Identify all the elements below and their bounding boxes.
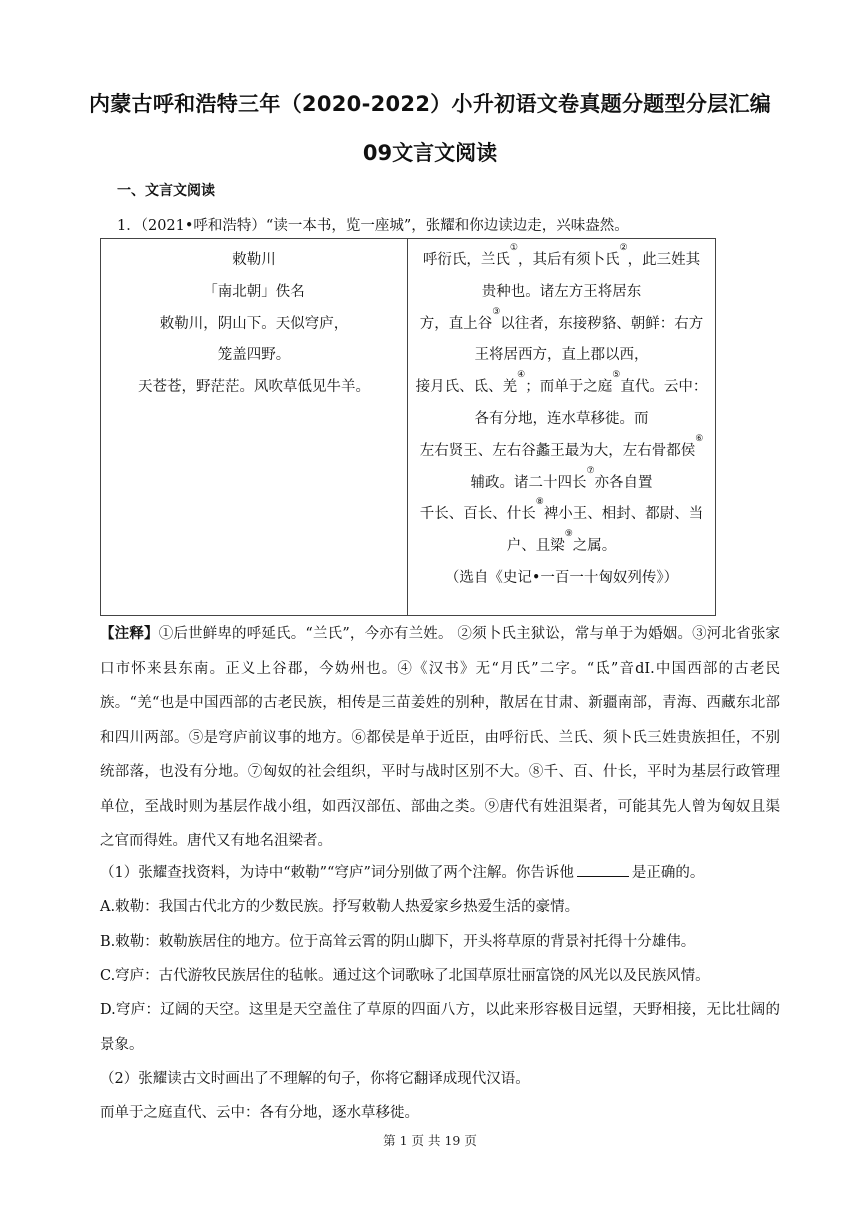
document-title: 内蒙古呼和浩特三年（2020-2022）小升初语文卷真题分题型分层汇编 [88,92,772,116]
note-marker: ⑤ [612,370,621,381]
classical-text-lines [408,245,715,595]
classical-text-line [408,277,715,309]
text-segment: 亦各自置 [594,474,653,491]
note-marker: ① [509,243,518,253]
note-marker: ④ [517,370,526,381]
reading-table [100,238,716,616]
text-segment: 以往者，东接秽貉、朝鲜：右方 [500,315,704,332]
classical-text-line [408,404,715,436]
poem-cell [101,239,408,616]
text-segment: 左右贤王、左右谷蠡王最为大，左右骨都侯 [419,442,696,459]
sub-question-2-stem: （2）张耀读古文时画出了不理解的句子，你将它翻译成现代汉语。 [100,1071,530,1087]
note-marker: ② [619,243,628,253]
sub-question-1-stem [100,856,780,891]
text-segment: ，其后有须卜氏 [518,252,620,268]
note-marker: ⑨ [564,529,573,540]
text-segment: ；而单于之庭 [525,379,613,396]
answer-blank[interactable] [577,862,629,877]
section-heading: 一、文言文阅读 [117,183,215,199]
classical-text-line [408,499,715,531]
note-marker: ⑧ [535,497,544,508]
poem-line: 天苍苍，野茫茫。风吹草低见牛羊。 [138,379,370,396]
note-marker: ⑦ [586,465,595,476]
classical-text-line [408,245,715,277]
poem-line: 笼盖四野。 [217,347,291,364]
notes-label: 【注释】 [100,625,159,642]
option-d: D.穹庐：辽阔的天空。这里是天空盖住了草原的四面八方，以此来形容极目远望，天野相接，无比壮阔的景象。 [100,1002,780,1053]
text-segment: 千长、百长、什长 [419,506,536,523]
text-segment: 方，直上谷 [419,315,493,332]
note-marker: ③ [492,306,501,317]
notes-paragraph [100,617,780,859]
text-segment: 接月氏、氐、羌 [415,379,518,396]
notes-text: ①后世鲜卑的呼延氏。“兰氏”，今亦有兰姓。 ②须卜氏主狱讼，常与单于为婚姻。③河北省张家口市怀来县东南。正义上谷郡，今妫州也。④《汉书》无“月氏”二字。“氐”音dI.中国西部的古老民族。“羌“也是中国西部的古老民族，相传是三苗姜姓的别种，散居在甘肃、新疆南部，青海、西藏东北部和四川两部。⑤是穹庐前议事的地方。⑥都侯是单于近臣，由呼衍氏、兰氏、须卜氏三姓贵族担任，不别统部落，也没有分地。⑦匈奴的社会组织，平时与战时区别不大。⑧千、百、什长，平时为基层行政管理单位，至战时则为基层作战小组，如西汉部伍、部曲之类。⑨唐代有姓沮渠者，可能其先人曾为匈奴且渠之官而得姓。唐代又有地名沮梁者。 [100,626,780,849]
sub-question-1-text-end: 是正确的。 [631,865,705,881]
document-subtitle: 09文言文阅读 [362,141,498,165]
text-segment: （选自《史记•一百一十匈奴列传》） [444,569,679,586]
text-segment: 贵种也。诸左方王将居东 [481,283,642,300]
classical-text-line [408,433,715,468]
sub-question-2-sentence: 而单于之庭直代、云中：各有分地，逐水草移徙。 [100,1105,419,1121]
sub-question-1-text: （1）张耀查找资料，为诗中“敕勒”“穹庐”词分别做了两个注解。你告诉他 [100,865,574,881]
page-footer: 第 1 页 共 19 页 [383,1133,477,1148]
text-segment: 辅政。诸二十四长 [470,474,587,491]
poem-line: 「南北朝」佚名 [203,283,305,300]
poem-line: 敕勒川，阴山下。天似穹庐， [159,315,349,332]
text-segment: ，此三姓其 [627,252,701,268]
classical-text-line [408,306,715,341]
text-segment: 户、且梁 [506,538,565,555]
classical-text-line [408,372,715,404]
option-c: C.穹庐：古代游牧民族居住的毡帐。通过这个词歌咏了北国草原壮丽富饶的风光以及民族风情。 [100,968,710,984]
text-segment: 直代。云中： [620,379,708,396]
classical-text-line [408,340,715,372]
classical-text-line [408,563,715,595]
option-b: B.敕勒：敕勒族居住的地方。位于高耸云霄的阴山脚下，开头将草原的背景衬托得十分雄伟。 [100,934,696,950]
poem-line: 敕勒川 [232,252,276,268]
classical-text-line [408,465,715,500]
classical-text-line [408,531,715,563]
poem-lines [101,245,407,404]
text-segment: 呼衍氏，兰氏 [422,252,510,268]
classical-text-cell [408,239,716,616]
text-segment: 王将居西方，直上郡以西， [474,347,649,364]
text-segment: 裨小王、相封、都尉、当 [543,506,704,523]
text-segment: 各有分地，连水草移徙。而 [474,410,649,427]
option-a: A.敕勒：我国古代北方的少数民族。抒写敕勒人热爱家乡热爱生活的豪情。 [100,899,580,915]
note-marker: ⑥ [695,433,704,444]
question-1-intro: 1．（2021•呼和浩特）“读一本书，览一座城”，张耀和你边读边走，兴味盎然。 [117,218,629,234]
text-segment: 之属。 [572,538,617,555]
